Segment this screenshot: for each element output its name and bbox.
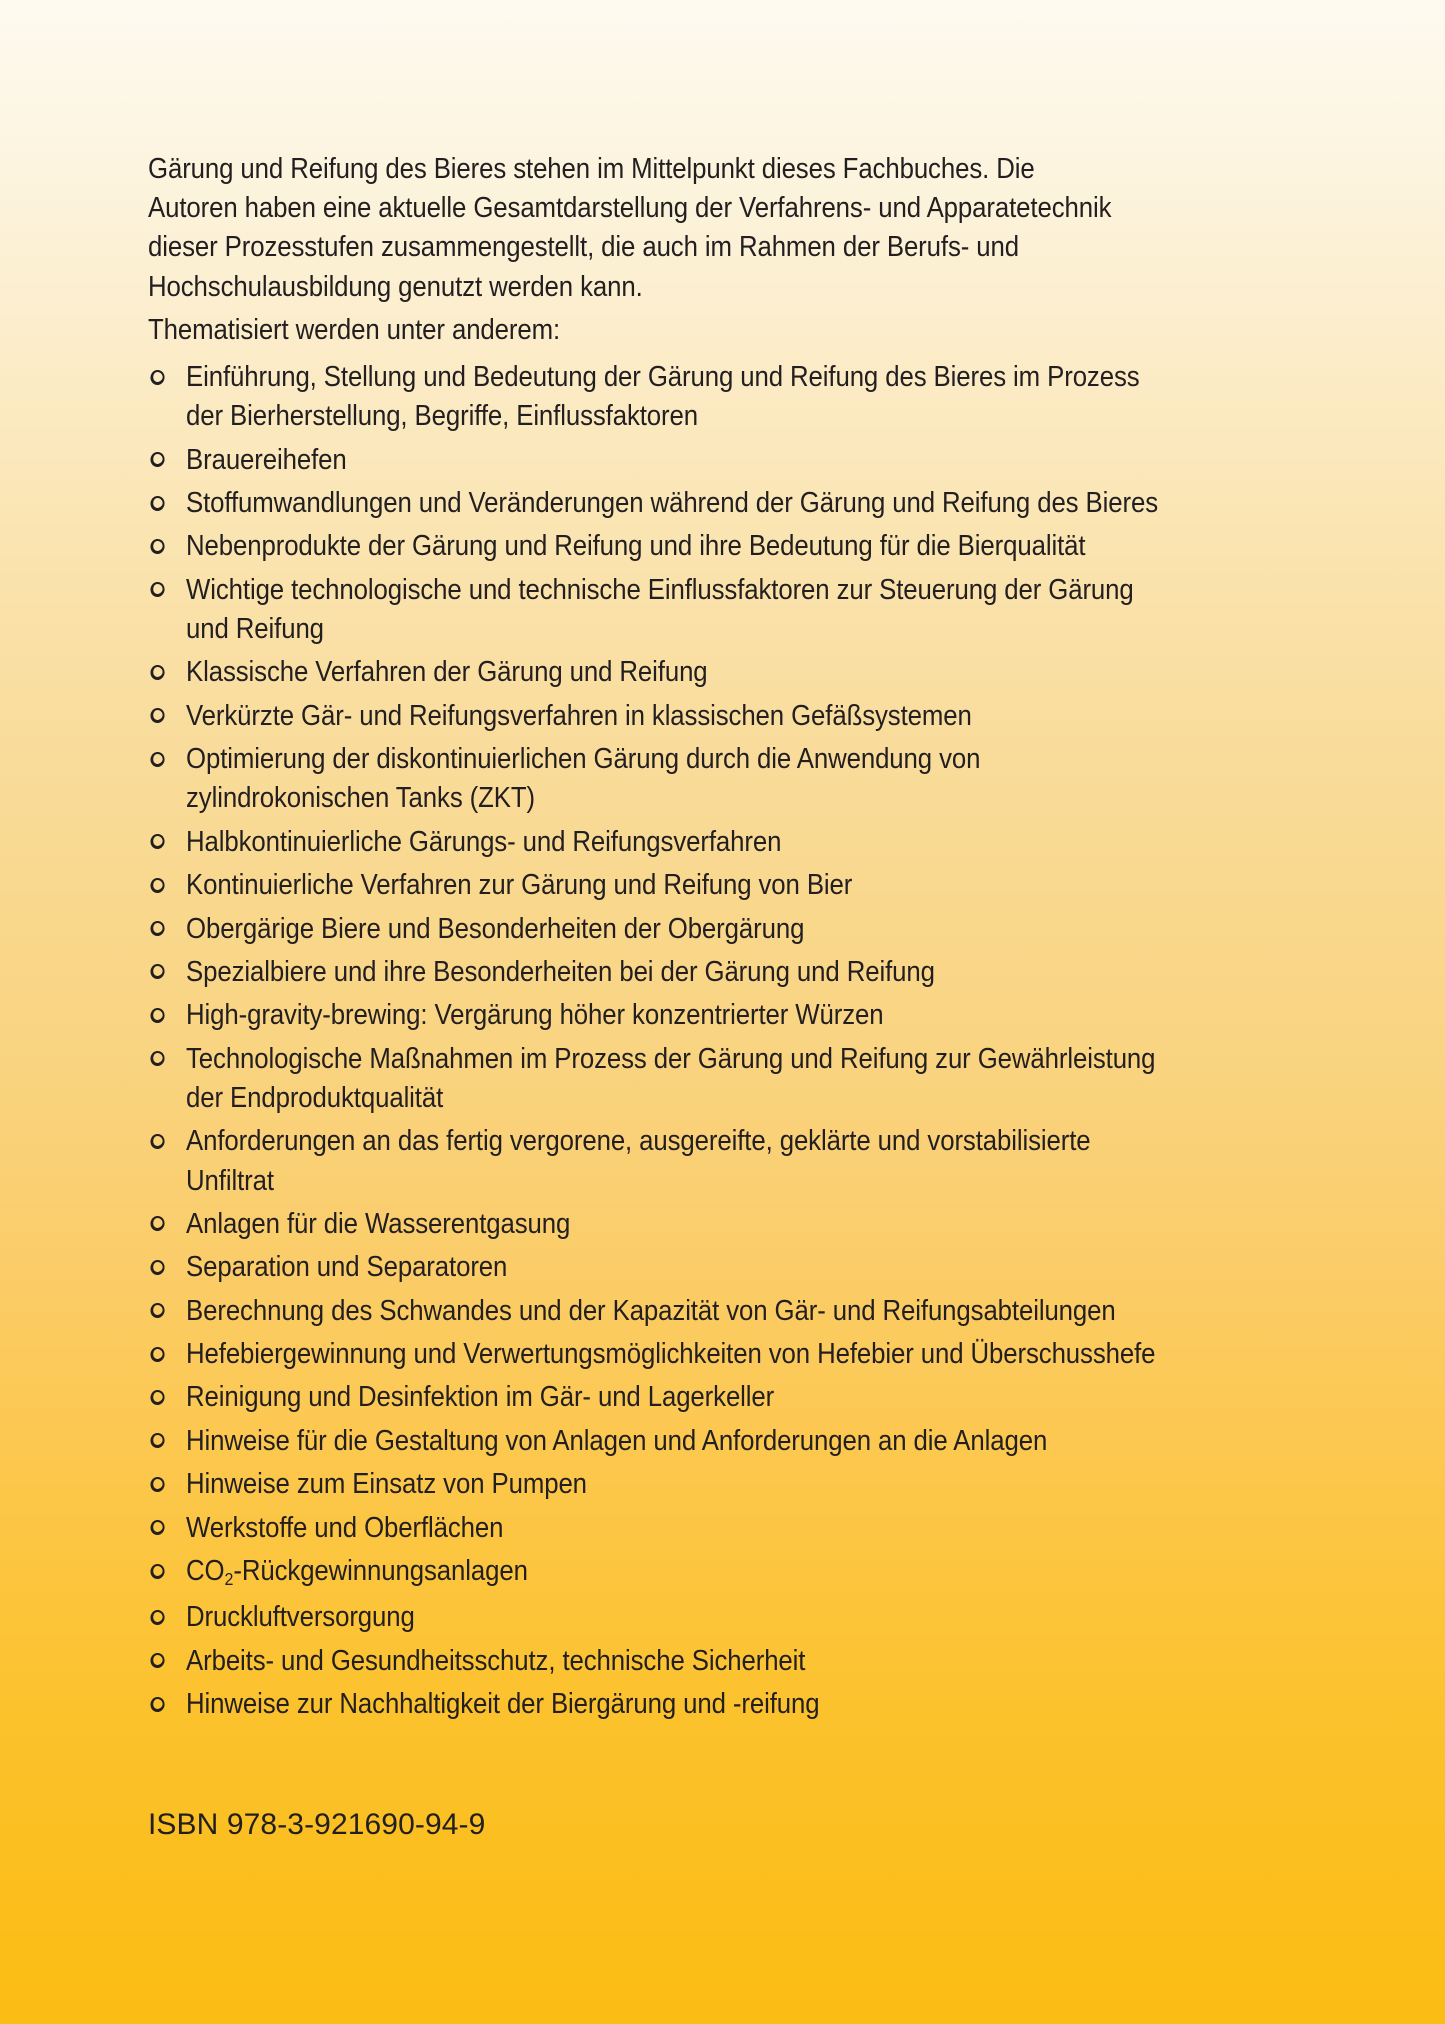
open-circle-icon xyxy=(149,1302,166,1320)
blurb-block xyxy=(148,150,1288,350)
subscript-digit: 2 xyxy=(224,1568,234,1589)
topic-label: Wichtige technologische und technische Einflussfaktoren zur Steuerung der Gärung und Reifung xyxy=(186,573,1134,645)
open-circle-icon xyxy=(149,537,166,555)
topic-list-item xyxy=(148,1598,1168,1637)
open-circle-icon xyxy=(149,876,166,894)
topic-label: Reinigung und Desinfektion im Gär- und Lagerkeller xyxy=(186,1381,775,1414)
topic-list-item xyxy=(148,1378,1168,1417)
topic-label: Hinweise für die Gestaltung von Anlagen und Anforderungen an die Anlagen xyxy=(186,1424,1048,1457)
open-circle-icon xyxy=(149,1345,166,1363)
open-circle-icon xyxy=(149,1258,166,1276)
topics-lead-in: Thematisiert werden unter anderem: xyxy=(148,313,561,346)
open-circle-icon xyxy=(149,1475,166,1493)
topic-list-item xyxy=(148,358,1168,436)
blurb-paragraph: Gärung und Reifung des Bieres stehen im Mittelpunkt dieses Fachbuches. Die Autoren haben eine aktuelle Gesamtdarstellung der Verfahrens- und Apparatetechnik dieser Prozesstufen zusammengestellt, die auch im Rahmen der Berufs- und Hochschulausbildung genutzt werden kann. xyxy=(148,153,1112,303)
topic-list-item xyxy=(148,1465,1168,1504)
topic-list-item xyxy=(148,571,1168,649)
topic-list-item xyxy=(148,653,1168,692)
topic-label: Einführung, Stellung und Bedeutung der Gärung und Reifung des Bieres im Prozess der Bierherstellung, Begriffe, Einflussfaktoren xyxy=(186,361,1140,433)
topic-list-item xyxy=(148,484,1168,523)
topic-list-item xyxy=(148,441,1168,480)
topic-label: Brauereihefen xyxy=(186,443,347,476)
open-circle-icon xyxy=(149,1215,166,1233)
open-circle-icon xyxy=(149,1695,166,1713)
open-circle-icon xyxy=(149,1652,166,1670)
topic-label: Optimierung der diskontinuierlichen Gärung durch die Anwendung von zylindrokonischen Tanks (ZKT) xyxy=(186,743,981,815)
topic-list-item xyxy=(148,740,1168,818)
open-circle-icon xyxy=(149,451,166,469)
topic-label: High-gravity-brewing: Vergärung höher konzentrierter Würzen xyxy=(186,999,884,1032)
topic-list-item xyxy=(148,1335,1168,1374)
open-circle-icon xyxy=(149,707,166,725)
topic-list-item xyxy=(148,1422,1168,1461)
open-circle-icon xyxy=(149,963,166,981)
open-circle-icon xyxy=(149,368,166,386)
topic-label: Arbeits- und Gesundheitsschutz, technische Sicherheit xyxy=(186,1644,806,1677)
topic-label: Separation und Separatoren xyxy=(186,1251,508,1284)
topics-list xyxy=(148,358,1288,1724)
topic-list-item xyxy=(148,1552,1168,1594)
topic-list-item xyxy=(148,1040,1168,1118)
open-circle-icon xyxy=(149,1050,166,1068)
open-circle-icon xyxy=(149,920,166,938)
isbn-text: ISBN 978-3-921690-94-9 xyxy=(148,1808,486,1841)
open-circle-icon xyxy=(149,581,166,599)
topic-list-item xyxy=(148,866,1168,905)
open-circle-icon xyxy=(149,1388,166,1406)
topic-label: Hinweise zur Nachhaltigkeit der Biergärung und -reifung xyxy=(186,1688,820,1721)
topic-list-item xyxy=(148,1685,1168,1724)
topic-label: Spezialbiere und ihre Besonderheiten bei der Gärung und Reifung xyxy=(186,955,935,988)
topic-list-item xyxy=(148,953,1168,992)
cover-text-content xyxy=(148,150,1288,1729)
topic-list-item xyxy=(148,527,1168,566)
open-circle-icon xyxy=(149,833,166,851)
topic-label: Hinweise zum Einsatz von Pumpen xyxy=(186,1468,587,1501)
open-circle-icon xyxy=(149,1432,166,1450)
topic-list-item xyxy=(148,1248,1168,1287)
topic-label: $CO_2$-Rückgewinnungsanlagen xyxy=(186,1555,528,1589)
topic-list-item xyxy=(148,1642,1168,1681)
topic-label: Klassische Verfahren der Gärung und Reifung xyxy=(186,656,708,689)
topic-list-item xyxy=(148,1509,1168,1548)
topic-list-item xyxy=(148,1205,1168,1244)
topic-label: Werkstoffe und Oberflächen xyxy=(186,1511,504,1544)
topic-label: Druckluftversorgung xyxy=(186,1601,415,1634)
topic-label: Halbkontinuierliche Gärungs- und Reifungsverfahren xyxy=(186,825,782,858)
topic-label: Anlagen für die Wasserentgasung xyxy=(186,1207,571,1240)
topic-list-item xyxy=(148,1292,1168,1331)
open-circle-icon xyxy=(149,750,166,768)
open-circle-icon xyxy=(149,663,166,681)
topic-label: Kontinuierliche Verfahren zur Gärung und Reifung von Bier xyxy=(186,869,853,902)
open-circle-icon xyxy=(149,1519,166,1537)
topic-list-item xyxy=(148,910,1168,949)
topic-label: Hefebiergewinnung und Verwertungsmöglichkeiten von Hefebier und Überschusshefe xyxy=(186,1338,1156,1371)
topic-list-item xyxy=(148,996,1168,1035)
topic-list-item xyxy=(148,1122,1168,1200)
topic-label: Technologische Maßnahmen im Prozess der Gärung und Reifung zur Gewährleistung der Endproduktqualität xyxy=(186,1042,1156,1114)
open-circle-icon xyxy=(149,1562,166,1580)
topic-label: Nebenprodukte der Gärung und Reifung und ihre Bedeutung für die Bierqualität xyxy=(186,530,1086,563)
topic-label: Berechnung des Schwandes und der Kapazität von Gär- und Reifungsabteilungen xyxy=(186,1294,1116,1327)
open-circle-icon xyxy=(149,1608,166,1626)
topic-label: Verkürzte Gär- und Reifungsverfahren in klassischen Gefäßsystemen xyxy=(186,699,972,732)
open-circle-icon xyxy=(149,1132,166,1150)
topic-label: Obergärige Biere und Besonderheiten der Obergärung xyxy=(186,912,805,945)
topic-list-item xyxy=(148,697,1168,736)
topic-label: Stoffumwandlungen und Veränderungen während der Gärung und Reifung des Bieres xyxy=(186,487,1158,519)
topic-list-item xyxy=(148,823,1168,862)
open-circle-icon xyxy=(149,1006,166,1024)
open-circle-icon xyxy=(149,494,166,512)
topic-label: Anforderungen an das fertig vergorene, ausgereifte, geklärte und vorstabilisierte Unfiltrat xyxy=(186,1125,1091,1197)
